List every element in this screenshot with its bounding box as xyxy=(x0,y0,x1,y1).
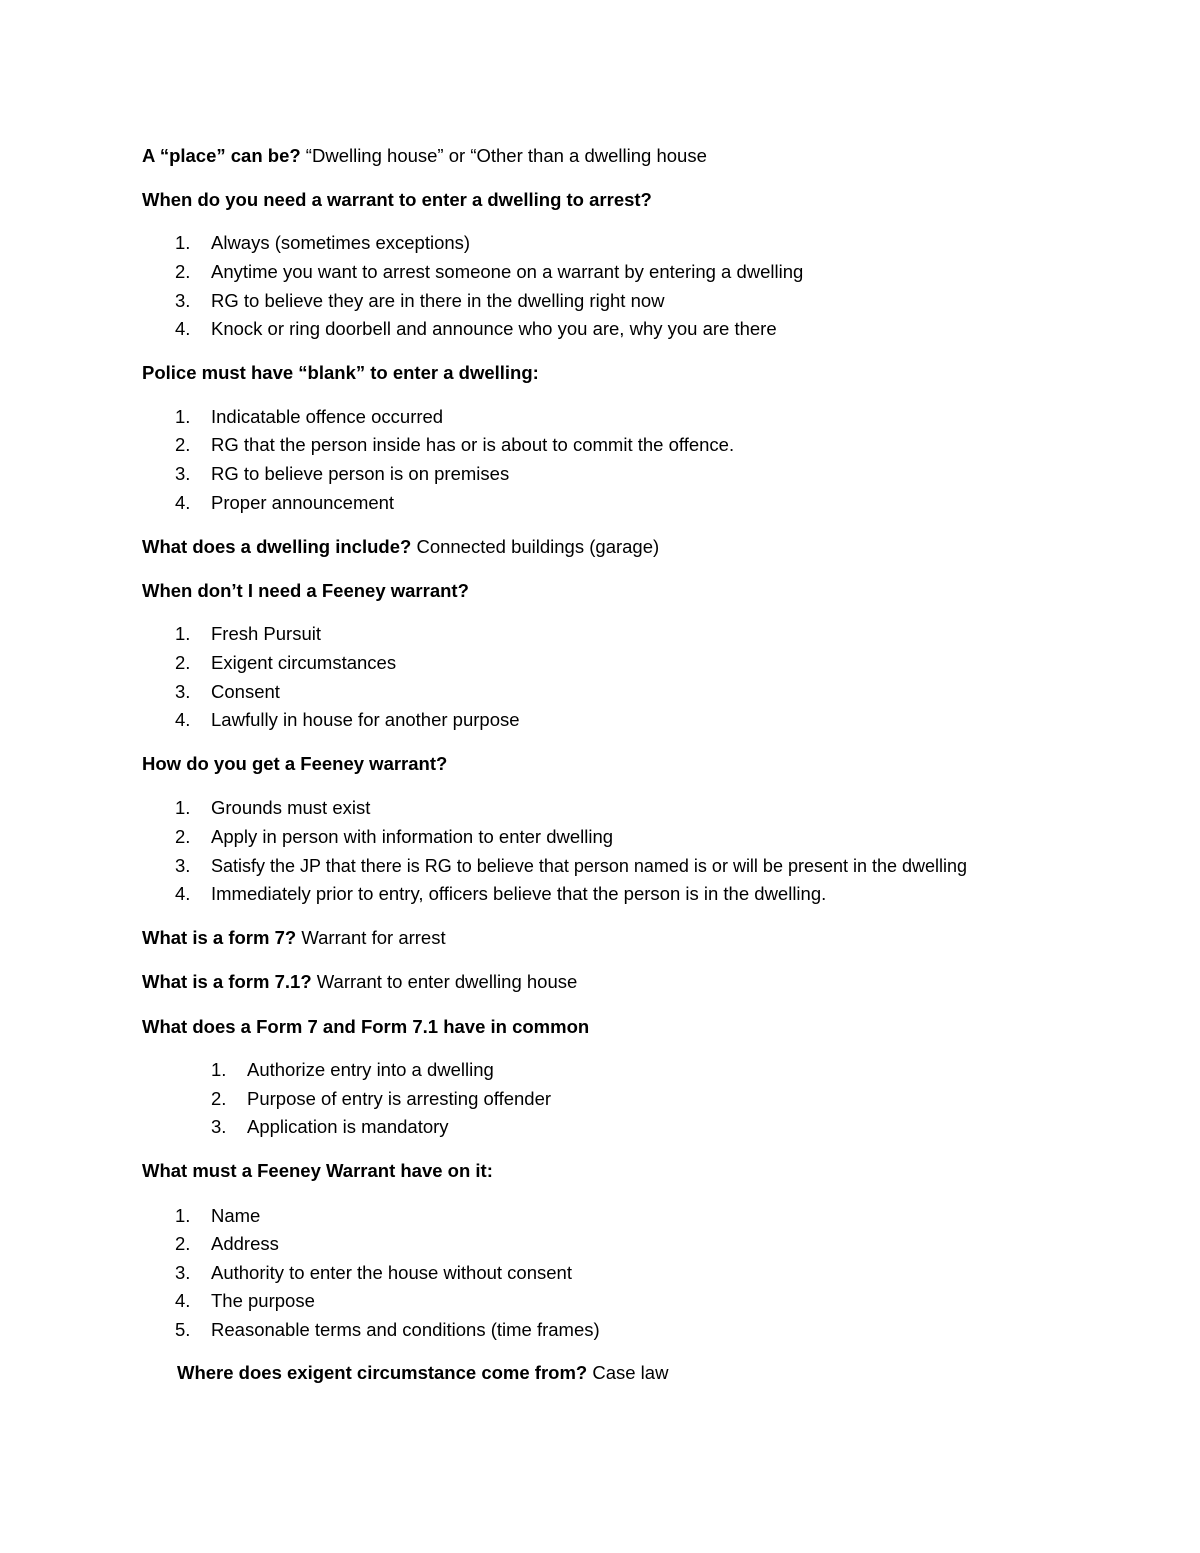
list-item: Knock or ring doorbell and announce who you are, why you are there xyxy=(211,318,777,339)
list-item: Fresh Pursuit xyxy=(211,623,322,644)
list-number: 3. xyxy=(175,855,191,876)
question-heading: How do you get a Feeney warrant? xyxy=(142,753,448,774)
list-item: Address xyxy=(211,1233,279,1254)
answer-text: Connected buildings (garage) xyxy=(411,536,660,557)
list-number: 3. xyxy=(175,1262,191,1283)
list-item: Authority to enter the house without consent xyxy=(211,1262,572,1283)
list-item: The purpose xyxy=(211,1290,315,1311)
answer-text: Warrant for arrest xyxy=(296,927,446,948)
list-item: Authorize entry into a dwelling xyxy=(247,1059,494,1080)
list-item: Immediately prior to entry, officers believe that the person is in the dwelling. xyxy=(211,883,827,904)
list-number: 4. xyxy=(175,883,191,904)
list-number: 4. xyxy=(175,318,191,339)
list-number: 5. xyxy=(175,1319,191,1340)
list-item: RG that the person inside has or is about to commit the offence. xyxy=(211,434,735,455)
list-number: 1. xyxy=(175,797,191,818)
question-heading: When don’t I need a Feeney warrant? xyxy=(142,580,469,601)
list-number: 3. xyxy=(175,463,191,484)
answer-text: “Dwelling house” or “Other than a dwelling house xyxy=(300,145,707,166)
list-item: Always (sometimes exceptions) xyxy=(211,232,471,253)
list-item: Reasonable terms and conditions (time frames) xyxy=(211,1319,600,1340)
list-number: 2. xyxy=(175,652,191,673)
list-item: Satisfy the JP that there is RG to believe that person named is or will be present in the dwelling xyxy=(211,856,968,876)
question-heading: When do you need a warrant to enter a dwelling to arrest? xyxy=(142,189,652,210)
list-number: 4. xyxy=(175,709,191,730)
list-item: Exigent circumstances xyxy=(211,652,397,673)
list-item: RG to believe they are in there in the dwelling right now xyxy=(211,290,665,311)
question-text: What is a form 7.1? xyxy=(142,971,312,992)
list-item: Purpose of entry is arresting offender xyxy=(247,1088,552,1109)
qa-line xyxy=(177,1362,668,1384)
qa-line xyxy=(142,536,659,558)
list-item: Application is mandatory xyxy=(247,1116,449,1137)
qa-line xyxy=(142,927,446,949)
list-item: Name xyxy=(211,1205,261,1226)
list-number: 4. xyxy=(175,492,191,513)
list-number: 1. xyxy=(175,1205,191,1226)
question-heading: What does a Form 7 and Form 7.1 have in common xyxy=(142,1016,590,1037)
list-number: 3. xyxy=(175,681,191,702)
list-number: 1. xyxy=(175,406,191,427)
list-number: 2. xyxy=(175,261,191,282)
list-item: RG to believe person is on premises xyxy=(211,463,510,484)
list-number: 4. xyxy=(175,1290,191,1311)
question-text: A “place” can be? xyxy=(142,145,301,166)
answer-text: Warrant to enter dwelling house xyxy=(311,971,578,992)
list-number: 2. xyxy=(211,1088,227,1109)
answer-text: Case law xyxy=(587,1362,669,1383)
list-item: Apply in person with information to enter dwelling xyxy=(211,826,614,847)
list-number: 3. xyxy=(211,1116,227,1137)
list-number: 2. xyxy=(175,434,191,455)
question-text: What is a form 7? xyxy=(142,927,297,948)
list-number: 1. xyxy=(175,232,191,253)
list-number: 2. xyxy=(175,1233,191,1254)
list-item: Indicatable offence occurred xyxy=(211,406,444,427)
question-heading: What must a Feeney Warrant have on it: xyxy=(142,1160,493,1181)
list-item: Consent xyxy=(211,681,280,702)
list-item: Anytime you want to arrest someone on a warrant by entering a dwelling xyxy=(211,261,804,282)
list-number: 3. xyxy=(175,290,191,311)
question-text: What does a dwelling include? xyxy=(142,536,412,557)
list-item: Lawfully in house for another purpose xyxy=(211,709,520,730)
list-number: 2. xyxy=(175,826,191,847)
list-item: Grounds must exist xyxy=(211,797,371,818)
list-number: 1. xyxy=(175,623,191,644)
qa-line xyxy=(142,971,577,993)
question-heading: Police must have “blank” to enter a dwelling: xyxy=(142,362,539,383)
qa-line xyxy=(142,145,707,167)
list-number: 1. xyxy=(211,1059,227,1080)
question-text: Where does exigent circumstance come from? xyxy=(177,1362,588,1383)
list-item: Proper announcement xyxy=(211,492,395,513)
